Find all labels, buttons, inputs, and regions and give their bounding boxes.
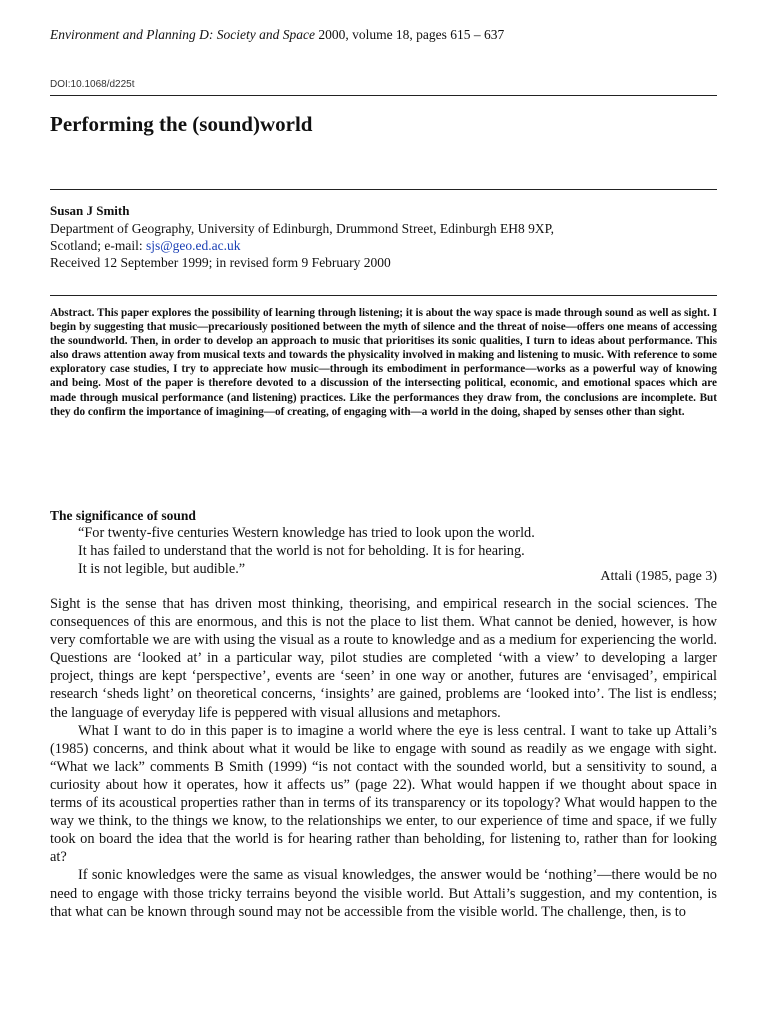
affiliation-email-line (50, 237, 717, 254)
quote-line: It has failed to understand that the world is not for beholding. It is for hearing. (78, 543, 525, 559)
journal-citation (50, 27, 504, 43)
affiliation-prefix: Scotland; e-mail: (50, 238, 146, 253)
affiliation-line: Department of Geography, University of Edinburgh, Drummond Street, Edinburgh EH8 9XP, (50, 221, 555, 236)
doi: DOI:10.1068/d225t (50, 79, 135, 90)
article-title: Performing the (sound)world (50, 112, 313, 136)
email-link[interactable]: sjs@geo.ed.ac.uk (145, 238, 241, 253)
journal-name: Environment and Planning D: Society and Space (50, 27, 315, 42)
author-name: Susan J Smith (50, 203, 130, 218)
paragraph: Sight is the sense that has driven most thinking, theorising, and empirical research in the social sciences. The consequences of this are enormous, and this is not the place to list them. What cannot be denied, however, is how very comfortable we are with using the visual as a route to knowledge and as a medium for experiencing the world. Questions are ‘looked at’ in a particular way, pilot studies are completed ‘with a view’ to developing a larger project, things are kept ‘perspective’, events are ‘seen’ in one way or another, futures are ‘envisaged’, empirical research ‘sheds light’ on theoretical concerns, ‘insights’ are gained, problems are ‘looked into’. The list is endless; the language of everyday life is peppered with visual allusions and metaphors. (50, 596, 717, 721)
abstract-text: This paper explores the possibility of learning through listening; it is about the way space is made through sound as well as sight. I begin by suggesting that music—precariously positioned between the myth of silence and the threat of noise—offers one means of accessing the soundworld. Then, in order to develop an approach to music that prioritises its sonic qualities, I turn to ideas about performance. This also draws attention away from musical texts and towards the physicality involved in making and listening to music. With reference to some exploratory case studies, I try to appreciate how music—through its embodiment in performance—works as a powerful way of knowing and being. Most of the paper is therefore devoted to a discussion of the intersecting political, economic, and emotional spaces which are made through musical performance (and listening) practices. Like the performances they draw from, the conclusions are incomplete. But they do confirm the importance of imagining—of creating, of engaging with—a world in the doing, shaped by senses other than sight. (50, 307, 717, 418)
received-dates: Received 12 September 1999; in revised form 9 February 2000 (50, 255, 391, 270)
section-heading: The significance of sound (50, 508, 196, 523)
affiliation-divider (50, 295, 717, 296)
paragraph: What I want to do in this paper is to imagine a world where the eye is less central. I want to take up Attali’s (1985) concerns, and think about what it would be like to engage with sound as readily as we engage with sight. “What we lack” comments B Smith (1999) “is not contact with the sounded world, but a sensitivity to sound, a curiosity about how it operates, how it affects us” (page 22). What would happen if we thought about space in terms of its acoustical properties rather than in terms of its transparency or its topology? What would happen to the way we think, to the things we know, to the relationships we enter, to our experience of time and space, if we fully took on board the idea that the world is for hearing rather than beholding, for listening to, rather than for looking at? (50, 722, 717, 866)
quote-line: “For twenty-five centuries Western knowledge has tried to look upon the world. (78, 525, 535, 541)
abstract-label: Abstract. (50, 307, 95, 319)
abstract (50, 306, 717, 419)
quote-citation: Attali (1985, page 3) (600, 569, 717, 584)
title-divider (50, 189, 717, 190)
article-page (50, 0, 717, 1024)
journal-volume-pages: 2000, volume 18, pages 615 – 637 (314, 27, 505, 42)
header-divider (50, 95, 717, 96)
quote-line: It is not legible, but audible.” (78, 561, 246, 577)
author-affiliation (50, 220, 717, 271)
body-text (50, 595, 717, 921)
paragraph: If sonic knowledges were the same as visual knowledges, the answer would be ‘nothing’—there would be no need to engage with those tricky terrains beyond the visible world. But Attali’s suggestion, and my contention, is that what can be known through sound may not be accessible from the visible world. The challenge, then, is to (50, 867, 717, 920)
